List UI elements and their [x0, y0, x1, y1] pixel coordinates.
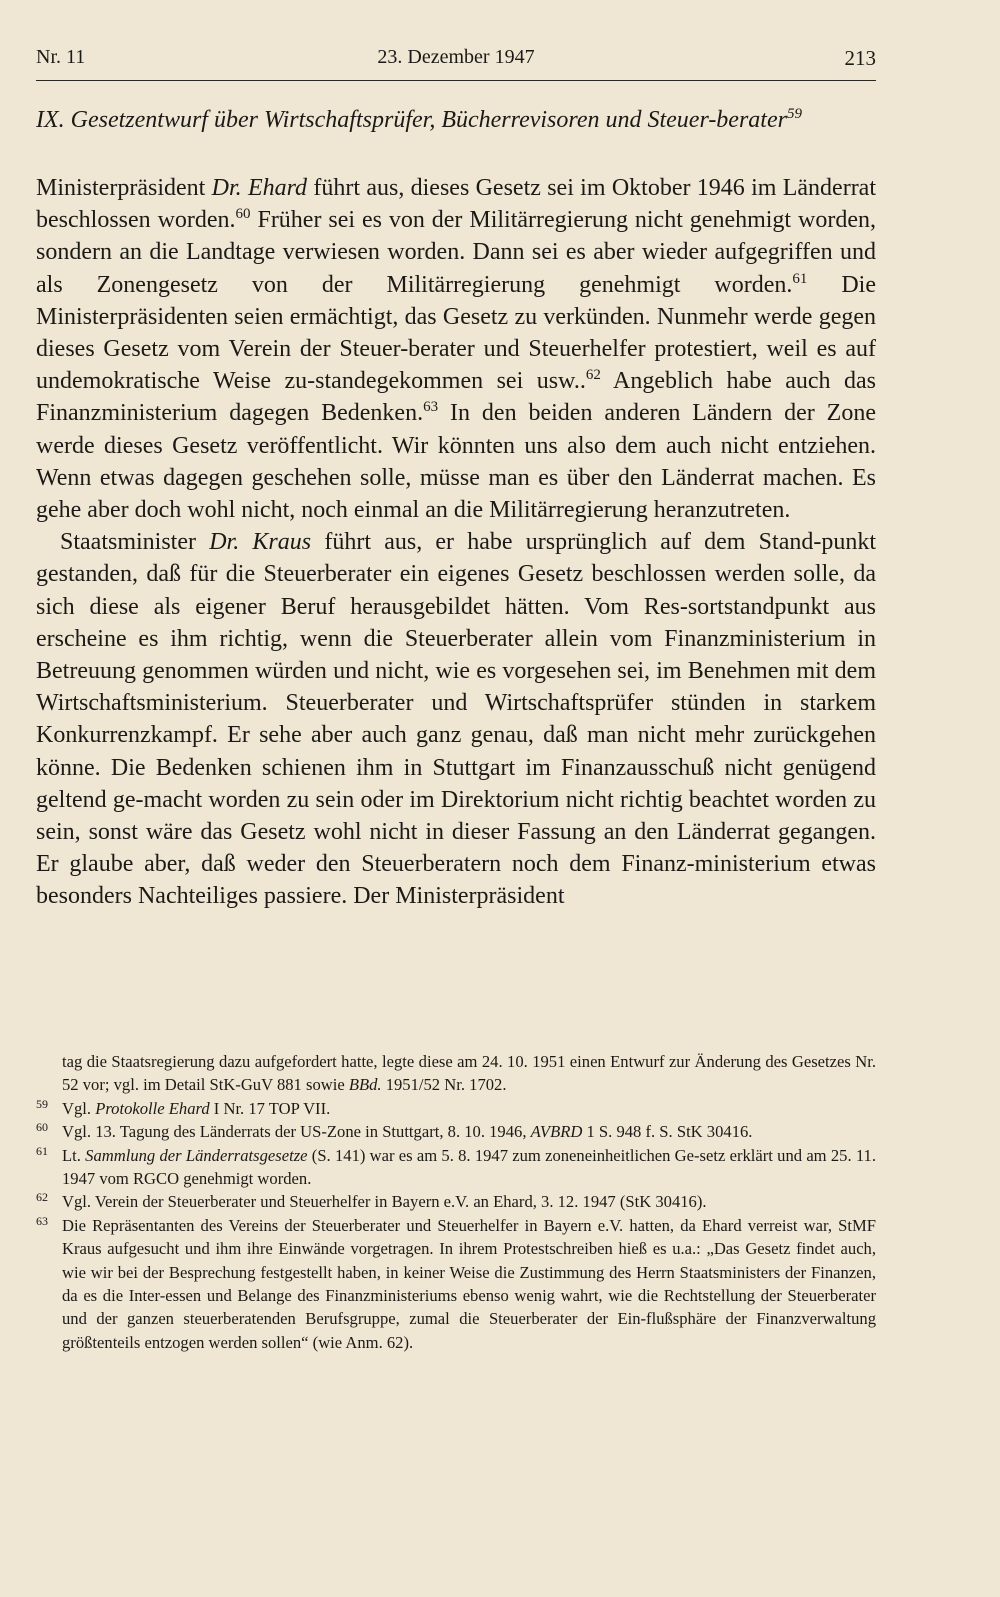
footnote-text: [62, 1144, 876, 1191]
footnote-59: [36, 1097, 876, 1120]
fn59-c: I Nr. 17 TOP VII.: [209, 1098, 331, 1118]
document-page: [36, 0, 876, 1597]
fn60-a: Vgl. 13. Tagung des Länderrats der US-Zone in Stuttgart, 8. 10. 1946,: [62, 1122, 531, 1142]
footnote-ref-59: 59: [786, 106, 802, 122]
footnote-number: 61: [36, 1143, 48, 1158]
footnote-text: Die Repräsentanten des Vereins der Steuerberater und Steuerhelfer in Bayern e.V. hatten, da Ehard verreist war, StMF Kraus aufgesucht und ihm ihre Einwände vorgetragen. In ihrem Protestschreiben hieß es u.a.: „Das Gesetz findet auch, wie wir bei der Besprechung festgestellt haben, in keiner Weise die Zustimmung des Herrn Staatsministers der Finanzen, da es die Inter-essen und Belange des Finanzministeriums ebenso wenig wahrt, wie die Rechtstellung der Steuerberater und der ganzen steuerberatenden Berufsgruppe, zumal die Steuerberater der Ein-flußsphäre der Finanzverwaltung größtenteils entzogen werden sollen“ (wie Anm. 62).: [62, 1215, 876, 1352]
p1-text-c: führt aus, dieses Gesetz sei im Oktober 1946 im Länderrat beschlossen worden.: [36, 175, 877, 234]
footnote-text: [62, 1097, 876, 1120]
p1-text-g: In den beiden anderen Ländern der Zone werde dieses Gesetz veröffentlicht. Wir könnten uns also dem auch nicht entziehen. Wenn etwas dagegen geschehen solle, müsse man es über den Länderrat machen. Es gehe aber doch wohl nicht, noch einmal an die Militärregierung heranzutreten.: [36, 400, 876, 524]
footnote-text: Vgl. Verein der Steuerberater und Steuerhelfer in Bayern e.V. an Ehard, 3. 12. 1947 (StK 30416).: [62, 1192, 707, 1212]
footnote-number: 63: [36, 1213, 48, 1228]
fn61-c: (S. 141) war es am 5. 8. 1947 zum zoneneinheitlichen Ge-setz erklärt und am 25. 11. 1947 vom RGCO genehmigt worden.: [62, 1145, 876, 1189]
fn-cont-a: tag die Staatsregierung dazu aufgefordert hatte, legte diese am 24. 10. 1951 einen Entwurf zur Änderung des Gesetzes Nr. 52 vor; vgl. im Detail StK-GuV 881 sowie: [62, 1052, 876, 1095]
p1-text-f: Angeblich habe auch das Finanzministerium dagegen Bedenken.: [36, 368, 876, 427]
section-heading: [36, 104, 876, 136]
fn60-b: AVBRD: [530, 1122, 583, 1142]
body-text: [36, 172, 876, 913]
p2-text-a: Staatsminister: [60, 529, 210, 556]
footnotes: [36, 1050, 876, 1354]
footnote-60: [36, 1120, 876, 1143]
footnote-continuation: [36, 1050, 876, 1097]
footnote-63: [36, 1214, 876, 1354]
speaker-name-ehard: Dr. Ehard: [211, 175, 308, 201]
footnote-number: 59: [36, 1096, 48, 1111]
footnote-ref-60: 60: [235, 206, 251, 223]
paragraph-kraus: [36, 526, 876, 912]
running-header: [36, 46, 876, 76]
header-rule: [36, 80, 876, 81]
fn59-b: Protokolle Ehard: [95, 1098, 210, 1118]
footnote-text: [62, 1120, 876, 1143]
fn60-c: 1 S. 948 f. S. StK 30416.: [582, 1122, 753, 1142]
p1-text-a: Ministerpräsident: [36, 175, 212, 201]
header-date: 23. Dezember 1947: [377, 46, 535, 68]
fn59-a: Vgl.: [62, 1098, 96, 1118]
fn61-b: Sammlung der Länderratsgesetze: [85, 1145, 308, 1165]
p2-text-c: führt aus, er habe ursprünglich auf dem Stand-punkt gestanden, daß für die Steuerberater ein eigenes Gesetz beschlossen werden solle, da sich diese als eigener Beruf herausgebildet hätten. Vom Res-sortstandpunkt aus erscheine es ihm richtig, wenn die Steuerberater allein vom Finanzministerium in Betreuung genommen würden und nicht, wie es vorgesehen sei, im Benehmen mit dem Wirtschaftsministerium. Steuerberater und Wirtschaftsprüfer stünden in starkem Konkurrenzkampf. Er sehe aber auch ganz genau, daß man nicht mehr zurückgehen könne. Die Bedenken schienen ihm in Stuttgart im Finanzausschuß nicht genügend geltend ge-macht worden zu sein oder im Direktorium nicht richtig beachtet worden zu sein, sonst wäre das Gesetz wohl nicht in dieser Fassung an den Länderrat gegangen. Er glaube aber, daß weder den Steuerberatern noch dem Finanz-ministerium etwas besonders Nachteiliges passiere. Der Ministerpräsident: [36, 529, 877, 910]
footnote-61: [36, 1144, 876, 1191]
fn61-a: Lt.: [62, 1145, 86, 1165]
page-number: 213: [844, 46, 876, 70]
paragraph-ehard: [36, 172, 876, 526]
footnote-number: 60: [36, 1120, 48, 1135]
section-heading-text: IX. Gesetzentwurf über Wirtschaftsprüfer, Bücherrevisoren und Steuer-berater: [36, 107, 787, 133]
footnote-ref-63: 63: [423, 399, 439, 416]
footnote-62: [36, 1190, 876, 1213]
issue-number: Nr. 11: [36, 46, 86, 68]
footnote-ref-62: 62: [585, 367, 601, 384]
p1-text-d: Früher sei es von der Militärregierung nicht genehmigt worden, sondern an die Landtage verwiesen worden. Dann sei es aber wieder aufgegriffen und als Zonengesetz von der Militärregierung genehmigt worden.: [36, 207, 876, 298]
footnote-number: 62: [36, 1190, 48, 1205]
fn-cont-c: 1951/52 Nr. 1702.: [381, 1075, 507, 1095]
footnote-ref-61: 61: [792, 270, 808, 287]
speaker-name-kraus: Dr. Kraus: [209, 529, 312, 556]
p1-text-e: Die Ministerpräsidenten seien ermächtigt, das Gesetz zu verkünden. Nunmehr werde gegen dieses Gesetz vom Verein der Steuer-berater und Steuerhelfer protestiert, weil es auf undemokratische Weise zu-standegekommen sei usw..: [36, 271, 877, 395]
fn-cont-b: BBd.: [348, 1075, 382, 1095]
